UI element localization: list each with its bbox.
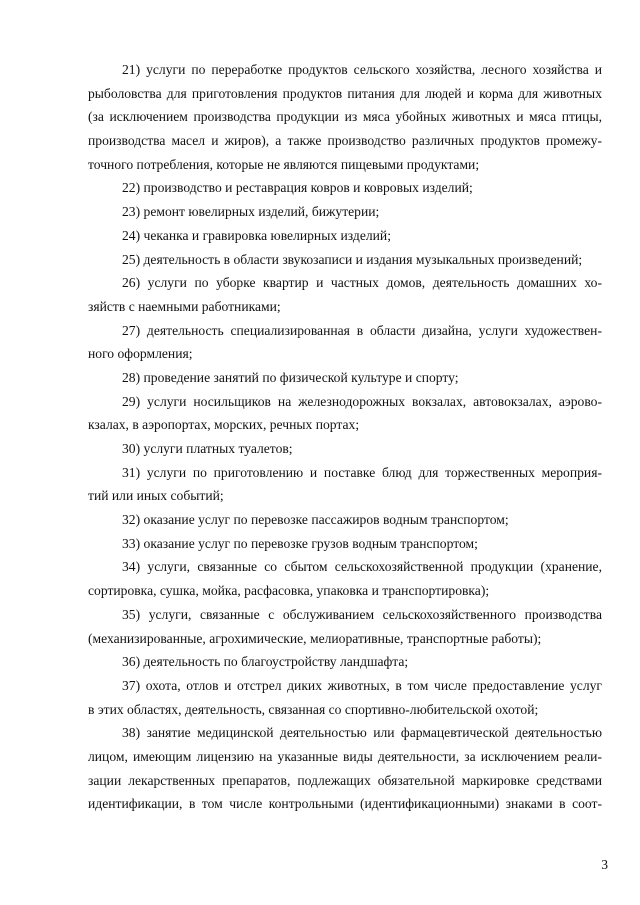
text-line: 23) ремонт ювелирных изделий, бижутерии;	[122, 204, 380, 220]
text-line: зации лекарственных препаратов, подлежащих обязательной маркировке средствами	[88, 772, 602, 788]
text-line: 30) услуги платных туалетов;	[122, 441, 293, 456]
text-line: рыболовства для приготовления продуктов питания для людей и корма для животных	[88, 85, 602, 101]
text-line: 31) услуги по приготовлению и поставке блюд для торжественных мероприя-	[122, 464, 602, 480]
text-line: 28) проведение занятий по физической культуре и спорту;	[122, 369, 459, 385]
text-line: в этих областях, деятельность, связанная со спортивно-любительской охотой;	[88, 701, 539, 717]
text-line: (за исключением производства продукции из мяса убойных животных и мяса птицы,	[88, 109, 602, 125]
text-line: (механизированные, агрохимические, мелиоративные, транспортные работы);	[88, 630, 542, 646]
text-line: 37) охота, отлов и отстрел диких животных, в том числе предоставление услуг	[122, 677, 602, 693]
text-line: 33) оказание услуг по перевозке грузов водным транспортом;	[122, 535, 478, 551]
text-line: сортировка, сушка, мойка, расфасовка, упаковка и транспортировка);	[88, 583, 490, 599]
text-line: лицом, имеющим лицензию на указанные виды деятельности, за исключением реали-	[88, 748, 602, 764]
text-line: производства масел и жиров), а также производство различных продуктов промежу-	[88, 133, 602, 149]
document-body	[88, 58, 602, 816]
text-line: 32) оказание услуг по перевозке пассажиров водным транспортом;	[122, 512, 509, 528]
text-line: 35) услуги, связанные с обслуживанием сельскохозяйственного производства	[122, 606, 602, 622]
text-line: 24) чеканка и гравировка ювелирных изделий;	[122, 227, 391, 243]
text-line: точного потребления, которые не являются пищевыми продуктами;	[88, 156, 480, 172]
text-line: 36) деятельность по благоустройству ландшафта;	[122, 654, 409, 670]
page-number: 3	[601, 857, 608, 872]
text-line: тий или иных событий;	[88, 488, 224, 504]
text-line: 25) деятельность в области звукозаписи и издания музыкальных произведений;	[122, 251, 583, 267]
text-line: 21) услуги по переработке продуктов сельского хозяйства, лесного хозяйства и	[122, 62, 602, 77]
text-line: ного оформления;	[88, 346, 193, 362]
text-line: 27) деятельность специализированная в области дизайна, услуги художествен-	[122, 322, 602, 338]
text-line: кзалах, в аэропортах, морских, речных портах;	[88, 417, 360, 433]
text-line: 29) услуги носильщиков на железнодорожных вокзалах, автовокзалах, аэрово-	[122, 393, 602, 409]
text-line: 26) услуги по уборке квартир и частных домов, деятельность домашних хо-	[122, 275, 602, 291]
text-line: зяйств с наемными работниками;	[88, 298, 281, 314]
text-line: идентификации, в том числе контрольными (идентификационными) знаками в соот-	[88, 796, 602, 812]
text-line: 22) производство и реставрация ковров и ковровых изделий;	[122, 180, 473, 196]
text-line: 38) занятие медицинской деятельностью или фармацевтической деятельностью	[122, 725, 602, 741]
text-line: 34) услуги, связанные со сбытом сельскохозяйственной продукции (хранение,	[122, 559, 602, 575]
